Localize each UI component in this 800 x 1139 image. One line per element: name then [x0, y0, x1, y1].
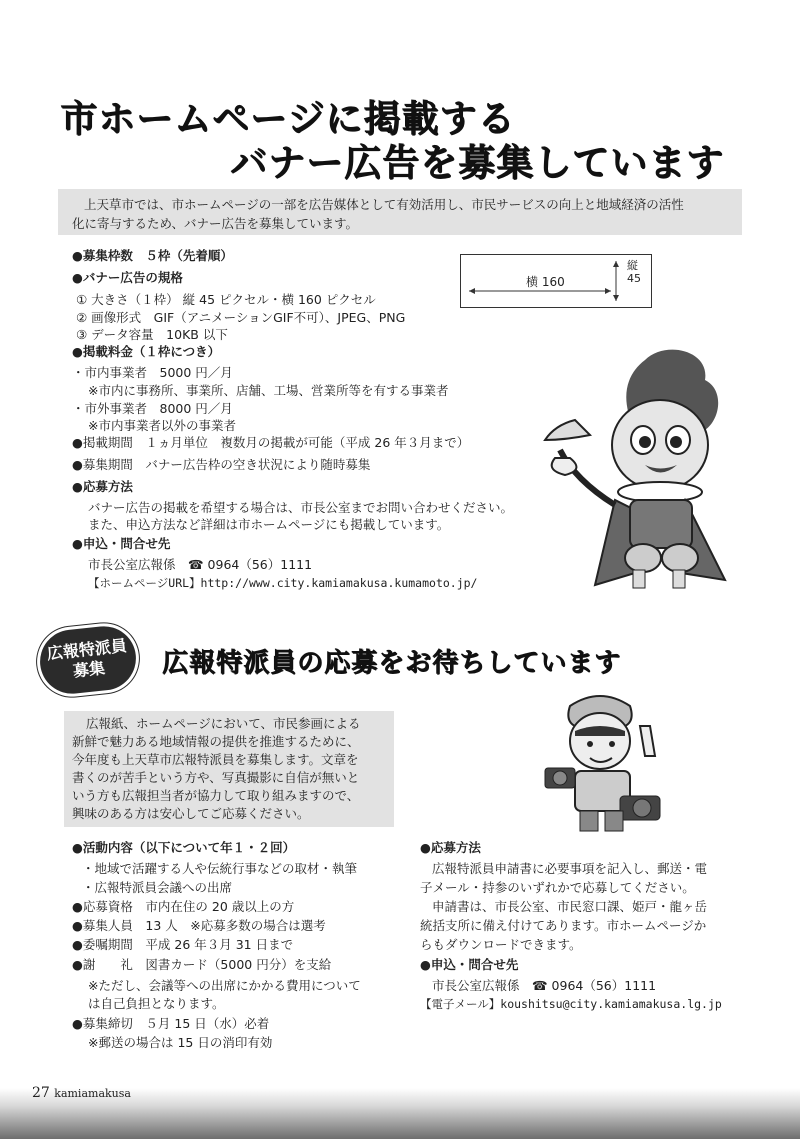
reporter-apply-text: らもダウンロードできます。 [420, 937, 582, 952]
diagram-height-label: 縦45 [627, 259, 641, 285]
apply-text2: また、申込方法など詳細は市ホームページにも掲載しています。 [88, 517, 450, 532]
page-title-line2: バナー広告を募集しています [230, 141, 724, 184]
banner-format: ② 画像形式 GIF（アニメーションGIF不可）、JPEG、PNG [76, 310, 406, 325]
reporter-apply-text: 統括支所に備え付けてあります。市ホームページか [420, 918, 707, 933]
reporter-illustration [530, 686, 670, 836]
reporter-intro-line: 書くのが苦手という方や、写真撮影に自信が無いと [72, 770, 360, 785]
publication-name: kamiamakusa [54, 1087, 131, 1100]
banner-spec-heading: ●バナー広告の規格 [72, 270, 183, 285]
reward: ●謝 礼 図書カード（5000 円分）を支給 [72, 957, 332, 972]
banner-size: ① 大きさ（１枠） 縦 45 ピクセル・横 160 ピクセル [76, 292, 376, 307]
banner-size-diagram [460, 254, 652, 308]
deadline: ●募集締切 ５月 15 日（水）必着 [72, 1016, 270, 1031]
page-title-line1: 市ホームページに掲載する [60, 97, 516, 140]
banner-recruit-period: ●募集期間 バナー広告枠の空き状況により随時募集 [72, 457, 371, 472]
page-footer [32, 1085, 131, 1101]
apply-heading: ●応募方法 [72, 479, 133, 494]
reporter-contact-heading: ●申込・問合せ先 [420, 957, 519, 972]
reporter-contact-office: 市長公室広報係 ☎ 0964（56）1111 [432, 978, 657, 993]
activity-item: ・地域で活躍する人や伝統行事などの取材・執筆 [82, 861, 358, 876]
banner-fee-heading: ●掲載料金（１枠につき） [72, 344, 221, 359]
apply-text1: バナー広告の掲載を希望する場合は、市長公室までお問い合わせください。 [88, 500, 514, 515]
reporter-intro-line: 新鮮で魅力ある地域情報の提供を推進するために、 [72, 734, 360, 749]
intro-box [58, 189, 742, 235]
badge-line1: 広報特派員 [46, 635, 128, 664]
reward-note2: は自己負担となります。 [88, 996, 225, 1011]
banner-capacity: ③ データ容量 10KB 以下 [76, 327, 228, 342]
reporter-intro-line: 広報紙、ホームページにおいて、市民参画による [86, 716, 361, 731]
contact-heading: ●申込・問合せ先 [72, 536, 171, 551]
banner-period: ●掲載期間 １ヵ月単位 複数月の掲載が可能（平成 26 年３月まで） [72, 435, 470, 450]
activity-item: ・広報特派員会議への出席 [82, 880, 233, 895]
fee-local-note: ※市内に事務所、事業所、店舗、工場、営業所等を有する事業者 [88, 383, 449, 398]
reporter-intro-box [64, 711, 394, 827]
fee-outside: ・市外事業者 8000 円／月 [72, 401, 233, 416]
activity-heading: ●活動内容（以下について年１・２回） [72, 840, 296, 855]
deadline-note: ※郵送の場合は 15 日の消印有効 [88, 1035, 273, 1050]
fee-outside-note: ※市内事業者以外の事業者 [88, 418, 236, 433]
contact-url[interactable]: 【ホームページURL】http://www.city.kamiamakusa.kumamoto.jp/ [88, 576, 478, 590]
section-title: 広報特派員の応募をお待ちしています [162, 648, 622, 678]
mascot-illustration [535, 340, 745, 595]
intro-line2: 化に寄与するため、バナー広告を募集しています。 [72, 216, 359, 231]
term: ●委嘱期間 平成 26 年３月 31 日まで [72, 937, 294, 952]
recruit-badge [37, 623, 139, 697]
banner-count: ●募集枠数 ５枠（先着順） [72, 248, 233, 263]
page-number: 27 [32, 1085, 50, 1101]
fee-local: ・市内事業者 5000 円／月 [72, 365, 233, 380]
reward-note1: ※ただし、会議等への出席にかかる費用について [88, 978, 361, 993]
reporter-intro-line: 興味のある方は安心してご応募ください。 [72, 806, 310, 821]
badge-line2: 募集 [72, 658, 106, 681]
reporter-apply-text: 子メール・持参のいずれかで応募してください。 [420, 880, 695, 895]
reporter-apply-text: 申請書は、市長公室、市民窓口課、姫戸・龍ヶ岳 [432, 899, 708, 914]
reporter-intro-line: 今年度も上天草市広報特派員を募集します。文章を [72, 752, 359, 767]
capacity: ●募集人員 13 人 ※応募多数の場合は選考 [72, 918, 326, 933]
reporter-apply-text: 広報特派員申請書に必要事項を記入し、郵送・電 [432, 861, 708, 876]
intro-line1: 上天草市では、市ホームページの一部を広告媒体として有効活用し、市民サービスの向上と地域経済の活性 [84, 197, 684, 212]
diagram-width-label: 横 160 [523, 273, 568, 290]
reporter-apply-heading: ●応募方法 [420, 840, 481, 855]
reporter-intro-line: いう方も広報担当者が協力して取り組みますので、 [72, 788, 360, 803]
eligibility: ●応募資格 市内在住の 20 歳以上の方 [72, 899, 295, 914]
contact-office: 市長公室広報係 ☎ 0964（56）1111 [88, 557, 313, 572]
reporter-contact-email[interactable]: 【電子メール】koushitsu@city.kamiamakusa.lg.jp [420, 997, 722, 1011]
